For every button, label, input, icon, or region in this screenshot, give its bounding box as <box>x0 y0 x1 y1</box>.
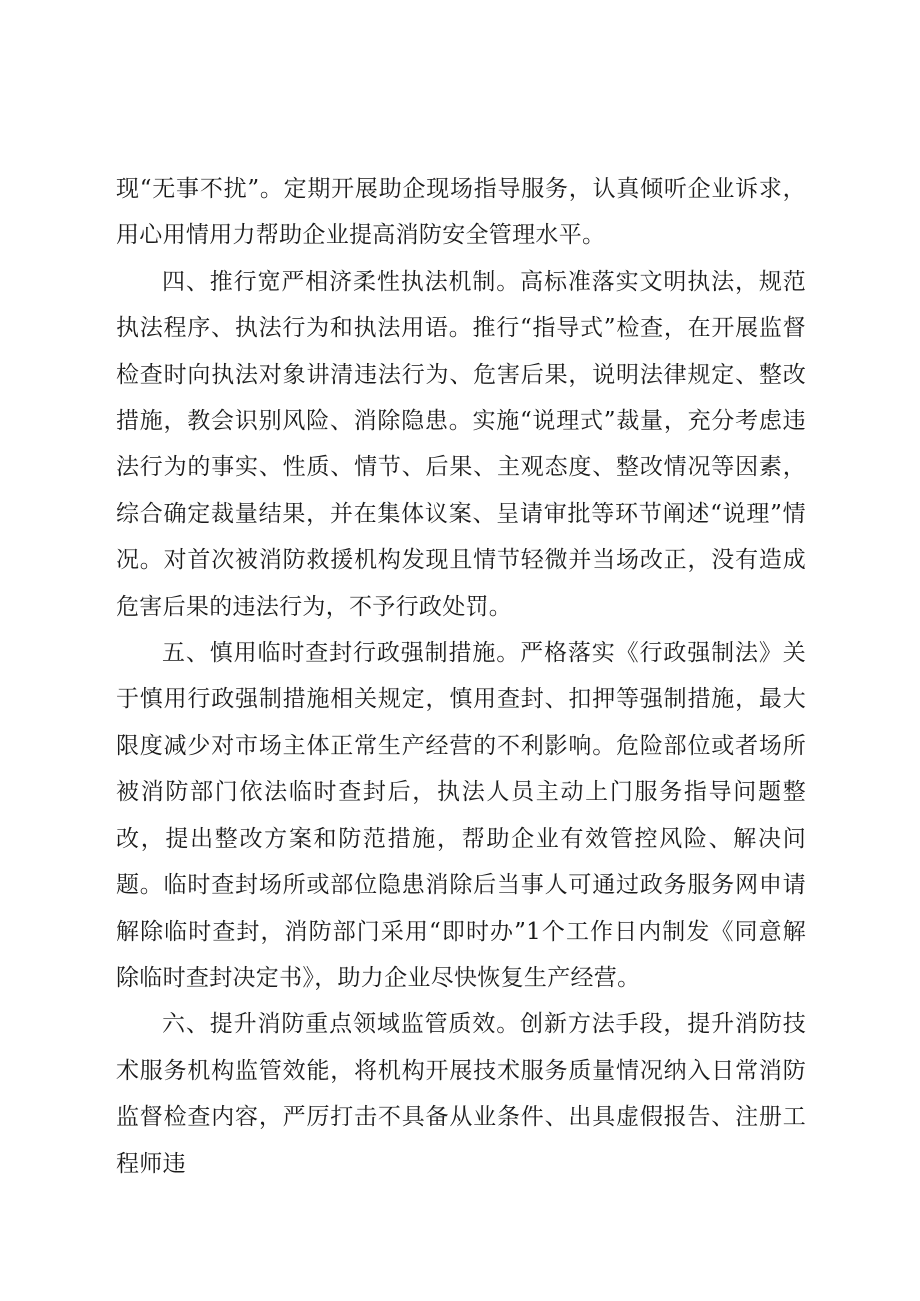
document-body <box>116 166 806 1187</box>
paragraph-section-5: 五、慎用临时查封行政强制措施。严格落实《行政强制法》关于慎用行政强制措施相关规定，慎用查封、扣押等强制措施，最大限度减少对市场主体正常生产经营的不利影响。危险部位或者场所被消防部门依法临时查封后，执法人员主动上门服务指导问题整改，提出整改方案和防范措施，帮助企业有效管控风险、解决问题。临时查封场所或部位隐患消除后当事人可通过政务服务网申请解除临时查封，消防部门采用“即时办”1个工作日内制发《同意解除临时查封决定书》，助力企业尽快恢复生产经营。 <box>116 640 806 991</box>
paragraph-section-4: 四、推行宽严相济柔性执法机制。高标准落实文明执法，规范执法程序、执法行为和执法用语。推行“指导式”检查，在开展监督检查时向执法对象讲清违法行为、危害后果，说明法律规定、整改措施，教会识别风险、消除隐患。实施“说理式”裁量，充分考虑违法行为的事实、性质、情节、后果、主观态度、整改情况等因素，综合确定裁量结果，并在集体议案、呈请审批等环节阐述“说理”情况。对首次被消防救援机构发现且情节轻微并当场改正，没有造成危害后果的违法行为，不予行政处罚。 <box>116 268 806 620</box>
paragraph-section-6: 六、提升消防重点领域监管质效。创新方法手段，提升消防技术服务机构监管效能，将机构开展技术服务质量情况纳入日常消防监督检查内容，严厉打击不具备从业条件、出具虚假报告、注册工程师违 <box>116 1011 806 1177</box>
paragraph-continuation: 现“无事不扰”。定期开展助企现场指导服务，认真倾听企业诉求，用心用情用力帮助企业提高消防安全管理水平。 <box>116 176 806 249</box>
